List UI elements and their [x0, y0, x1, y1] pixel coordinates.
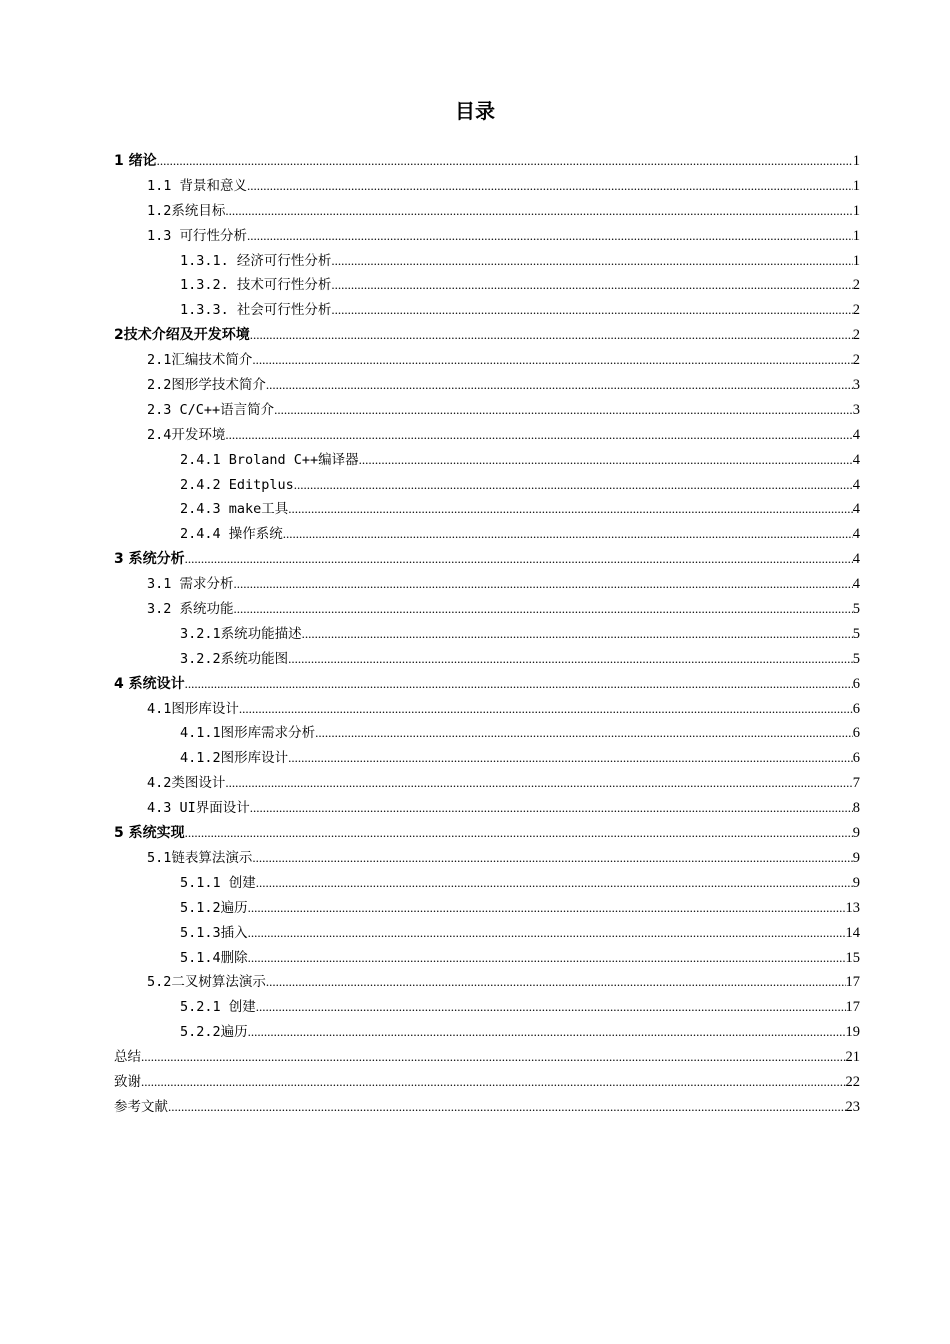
toc-entry-label: 参考文献: [114, 1098, 168, 1115]
toc-entry[interactable]: [114, 224, 860, 249]
toc-entry-page-number: 4: [852, 526, 860, 543]
toc-entry-label: 3 系统分析: [114, 551, 185, 568]
toc-entry-label: 3.2 系统功能: [147, 601, 234, 618]
toc-entry-page-number: 2: [852, 302, 860, 319]
dot-leader: [141, 1045, 846, 1070]
dot-leader: [294, 473, 853, 498]
toc-entry-page-number: 2: [852, 277, 860, 294]
dot-leader: [234, 597, 853, 622]
toc-entry[interactable]: [114, 622, 860, 647]
toc-entry[interactable]: [114, 1020, 860, 1045]
toc-entry-label: 5.2二叉树算法演示: [147, 974, 266, 991]
dot-leader: [331, 249, 852, 274]
toc-entry-label: 1.3.3. 社会可行性分析: [180, 302, 332, 319]
toc-entry[interactable]: [114, 672, 860, 697]
toc-entry-page-number: 4: [852, 426, 860, 443]
toc-entry-page-number: 2: [852, 327, 860, 344]
toc-entry-label: 5.1.4删除: [180, 949, 248, 966]
toc-entry-label: 1.2系统目标: [147, 202, 226, 219]
dot-leader: [283, 522, 853, 547]
toc-title: 目录: [455, 99, 495, 123]
dot-leader: [225, 199, 852, 224]
toc-entry-page-number: 5: [852, 601, 860, 618]
toc-entry-label: 5.1.2遍历: [180, 899, 248, 916]
toc-entry[interactable]: [114, 298, 860, 323]
toc-entry[interactable]: [114, 423, 860, 448]
toc-entry-page-number: 5: [852, 650, 860, 667]
dot-leader: [288, 746, 853, 771]
dot-leader: [225, 423, 852, 448]
toc-entry[interactable]: [114, 398, 860, 423]
dot-leader: [359, 448, 853, 473]
toc-entry-label: 4.3 UI界面设计: [147, 800, 250, 817]
toc-entry-label: 2.4.3 make工具: [180, 501, 289, 518]
toc-entry[interactable]: [114, 796, 860, 821]
toc-entry-label: 4.2类图设计: [147, 775, 226, 792]
toc-entry[interactable]: [114, 149, 860, 174]
dot-leader: [256, 871, 853, 896]
toc-entry-page-number: 3: [852, 401, 860, 418]
toc-entry-page-number: 4: [852, 451, 860, 468]
toc-entry-page-number: 4: [852, 551, 860, 568]
toc-entry[interactable]: [114, 647, 860, 672]
toc-entry-label: 3.2.1系统功能描述: [180, 625, 302, 642]
toc-entry-page-number: 1: [852, 227, 860, 244]
toc-entry[interactable]: [114, 373, 860, 398]
toc-entry[interactable]: [114, 995, 860, 1020]
toc-entry-label: 5.1.1 创建: [180, 874, 256, 891]
toc-entry[interactable]: [114, 697, 860, 722]
dot-leader: [248, 946, 846, 971]
toc-entry[interactable]: [114, 846, 860, 871]
toc-entry-page-number: 21: [845, 1049, 860, 1066]
toc-entry-page-number: 22: [845, 1073, 860, 1090]
toc-entry[interactable]: [114, 1045, 860, 1070]
toc-entry-page-number: 8: [852, 800, 860, 817]
toc-entry-page-number: 9: [852, 849, 860, 866]
toc-entry[interactable]: [114, 448, 860, 473]
toc-entry[interactable]: [114, 1070, 860, 1095]
dot-leader: [266, 970, 846, 995]
table-of-contents: [114, 149, 860, 1120]
toc-entry-label: 2.2图形学技术简介: [147, 377, 266, 394]
toc-entry[interactable]: [114, 249, 860, 274]
toc-entry-page-number: 14: [845, 924, 860, 941]
toc-entry[interactable]: [114, 921, 860, 946]
toc-entry-label: 1.3.2. 技术可行性分析: [180, 277, 332, 294]
toc-entry-page-number: 17: [845, 974, 860, 991]
toc-entry-page-number: 3: [852, 377, 860, 394]
toc-entry[interactable]: [114, 597, 860, 622]
dot-leader: [248, 1020, 846, 1045]
toc-entry-page-number: 1: [852, 252, 860, 269]
dot-leader: [250, 323, 853, 348]
toc-entry[interactable]: [114, 721, 860, 746]
dot-leader: [302, 622, 853, 647]
toc-entry[interactable]: [114, 323, 860, 348]
toc-entry[interactable]: [114, 522, 860, 547]
toc-entry-label: 5.1.3插入: [180, 924, 248, 941]
toc-entry-label: 2.1汇编技术简介: [147, 352, 253, 369]
toc-entry-label: 2.3 C/C++语言简介: [147, 401, 275, 418]
toc-entry-label: 总结: [114, 1049, 141, 1066]
dot-leader: [239, 697, 853, 722]
dot-leader: [266, 373, 853, 398]
toc-entry[interactable]: [114, 473, 860, 498]
dot-leader: [185, 672, 853, 697]
dot-leader: [252, 348, 852, 373]
toc-entry-label: 4.1图形库设计: [147, 700, 239, 717]
toc-entry-label: 5 系统实现: [114, 825, 185, 842]
toc-entry-page-number: 4: [852, 476, 860, 493]
dot-leader: [185, 821, 853, 846]
toc-entry-label: 1.3 可行性分析: [147, 227, 248, 244]
dot-leader: [141, 1070, 846, 1095]
dot-leader: [274, 398, 853, 423]
toc-entry-page-number: 4: [852, 576, 860, 593]
toc-entry-label: 5.2.2遍历: [180, 1024, 248, 1041]
dot-leader: [248, 921, 846, 946]
toc-entry-page-number: 4: [852, 501, 860, 518]
toc-entry-label: 1 绪论: [114, 153, 157, 169]
dot-leader: [252, 846, 852, 871]
dot-leader: [315, 721, 853, 746]
toc-entry-page-number: 6: [852, 750, 860, 767]
toc-entry-label: 4.1.2图形库设计: [180, 750, 289, 767]
toc-entry-page-number: 1: [852, 153, 860, 169]
dot-leader: [168, 1095, 846, 1120]
toc-entry-label: 2.4.2 Editplus: [180, 476, 294, 493]
toc-entry-label: 4 系统设计: [114, 675, 185, 692]
toc-entry-page-number: 6: [852, 675, 860, 692]
toc-entry-page-number: 7: [852, 775, 860, 792]
toc-entry[interactable]: [114, 348, 860, 373]
toc-entry-label: 5.2.1 创建: [180, 999, 256, 1016]
toc-entry-label: 5.1链表算法演示: [147, 849, 253, 866]
toc-entry-page-number: 6: [852, 725, 860, 742]
toc-entry-page-number: 17: [845, 999, 860, 1016]
toc-entry[interactable]: [114, 970, 860, 995]
toc-entry-label: 2技术介绍及开发环境: [114, 327, 250, 344]
dot-leader: [157, 149, 853, 174]
toc-entry[interactable]: [114, 946, 860, 971]
toc-entry[interactable]: [114, 547, 860, 572]
toc-entry-page-number: 15: [845, 949, 860, 966]
toc-entry[interactable]: [114, 497, 860, 522]
toc-entry-page-number: 2: [852, 352, 860, 369]
toc-entry-page-number: 1: [852, 177, 860, 194]
dot-leader: [331, 273, 852, 298]
toc-entry[interactable]: [114, 174, 860, 199]
toc-entry[interactable]: [114, 896, 860, 921]
toc-entry-page-number: 1: [852, 202, 860, 219]
dot-leader: [234, 572, 853, 597]
toc-entry-label: 2.4.1 Broland C++编译器: [180, 451, 359, 468]
toc-entry-label: 3.2.2系统功能图: [180, 650, 289, 667]
dot-leader: [248, 896, 846, 921]
toc-entry-page-number: 9: [852, 825, 860, 842]
toc-entry[interactable]: [114, 821, 860, 846]
toc-entry-page-number: 6: [852, 700, 860, 717]
dot-leader: [225, 771, 852, 796]
toc-entry[interactable]: [114, 871, 860, 896]
toc-entry-label: 2.4开发环境: [147, 426, 226, 443]
toc-entry-page-number: 9: [852, 874, 860, 891]
toc-entry-label: 1.1 背景和意义: [147, 177, 248, 194]
toc-entry[interactable]: [114, 746, 860, 771]
dot-leader: [247, 174, 853, 199]
toc-entry[interactable]: [114, 199, 860, 224]
dot-leader: [288, 497, 852, 522]
dot-leader: [331, 298, 852, 323]
toc-entry-label: 1.3.1. 经济可行性分析: [180, 252, 332, 269]
toc-entry-page-number: 5: [852, 625, 860, 642]
toc-entry-page-number: 23: [845, 1098, 860, 1115]
toc-entry-label: 2.4.4 操作系统: [180, 526, 283, 543]
dot-leader: [256, 995, 846, 1020]
toc-entry-label: 4.1.1图形库需求分析: [180, 725, 316, 742]
toc-entry[interactable]: [114, 572, 860, 597]
toc-entry-label: 3.1 需求分析: [147, 576, 234, 593]
toc-entry-page-number: 13: [845, 899, 860, 916]
dot-leader: [250, 796, 853, 821]
toc-entry[interactable]: [114, 273, 860, 298]
toc-entry-label: 致谢: [114, 1073, 141, 1090]
dot-leader: [247, 224, 853, 249]
toc-entry[interactable]: [114, 771, 860, 796]
toc-entry-page-number: 19: [845, 1024, 860, 1041]
dot-leader: [288, 647, 853, 672]
toc-entry[interactable]: [114, 1095, 860, 1120]
dot-leader: [185, 547, 853, 572]
